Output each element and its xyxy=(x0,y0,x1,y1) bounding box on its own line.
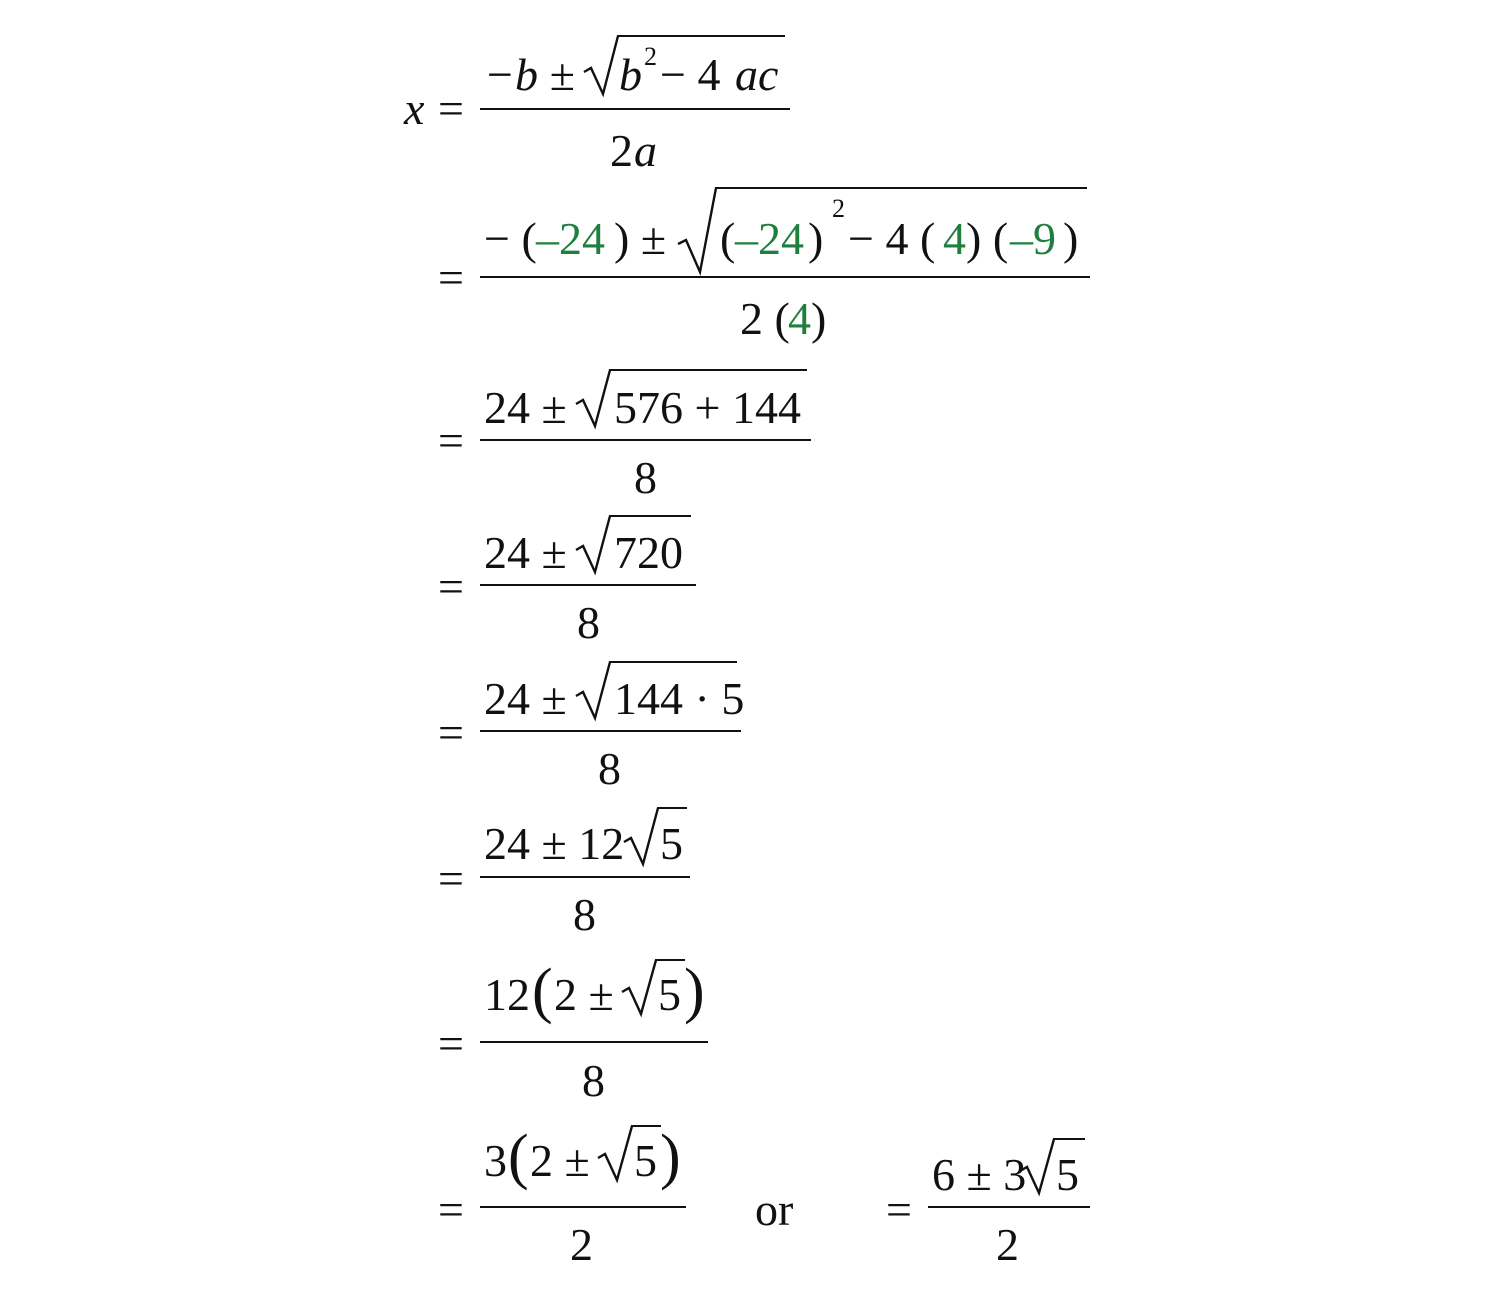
equals-sign: = xyxy=(438,707,464,758)
radical-sign xyxy=(622,806,662,868)
fraction-bar xyxy=(480,1206,686,1208)
equals-sign: = xyxy=(438,415,464,466)
substituted-a: 4 xyxy=(788,293,811,344)
radical-sign xyxy=(574,368,614,430)
denominator-a: a xyxy=(634,125,657,176)
denominator-close: ) xyxy=(811,293,827,344)
denominator: 8 xyxy=(582,1055,605,1106)
radicand-minus-4: − 4 ( xyxy=(848,213,936,264)
numerator-coefficient: 12 xyxy=(484,969,530,1020)
alt-denominator: 2 xyxy=(996,1219,1019,1270)
substituted-b: –24 xyxy=(735,213,804,264)
denominator: 8 xyxy=(598,743,621,794)
inner-prefix: 2 ± xyxy=(530,1135,590,1186)
close-paren: ) xyxy=(684,957,705,1025)
radicand: 720 xyxy=(614,527,683,578)
radical-sign xyxy=(582,34,622,98)
substituted-b: –24 xyxy=(536,213,605,264)
equals-sign: = xyxy=(438,561,464,612)
fraction-bar xyxy=(480,584,696,586)
denominator: 8 xyxy=(634,452,657,503)
alt-numerator-prefix: 6 ± 3 xyxy=(932,1149,1027,1200)
alt-radicand: 5 xyxy=(1056,1149,1079,1200)
numerator-close-pm: ) ± xyxy=(614,213,667,264)
radical-overline xyxy=(657,807,687,809)
denominator: 8 xyxy=(573,889,596,940)
fraction-bar xyxy=(480,276,1090,278)
radicand-minus-4: − 4 xyxy=(660,49,721,100)
equals-sign: = xyxy=(438,1018,464,1069)
substituted-c: –9 xyxy=(1010,213,1056,264)
numerator-coefficient: 3 xyxy=(484,1135,507,1186)
numerator-prefix: 24 ± xyxy=(484,382,567,433)
fraction-bar xyxy=(480,730,741,732)
radical-overline xyxy=(609,661,737,663)
radicand: 5 xyxy=(634,1135,657,1186)
equals-sign: = xyxy=(886,1184,912,1235)
radicand: 5 xyxy=(658,969,681,1020)
equals-sign: = xyxy=(438,1184,464,1235)
numerator-prefix: 24 ± xyxy=(484,527,567,578)
fraction-bar xyxy=(480,108,790,110)
radicand-b: b xyxy=(619,49,642,100)
lhs-variable: x xyxy=(404,83,425,134)
radical-overline xyxy=(609,369,807,371)
numerator-prefix: 24 ± 12 xyxy=(484,818,625,869)
denominator-2: 2 ( xyxy=(740,293,790,344)
exponent: 2 xyxy=(832,194,845,223)
radical-sign xyxy=(574,514,614,576)
radical-sign xyxy=(596,1124,636,1184)
radical-overline xyxy=(1053,1138,1085,1140)
fraction-bar xyxy=(928,1206,1090,1208)
radical-sign xyxy=(676,186,722,276)
equals-sign: = xyxy=(438,252,464,303)
radicand-close: ) xyxy=(808,213,824,264)
radical-sign xyxy=(620,958,660,1018)
open-paren: ( xyxy=(532,957,553,1025)
equals-sign: = xyxy=(438,853,464,904)
radicand-mid-paren: ) ( xyxy=(966,213,1009,264)
radicand: 144 · 5 xyxy=(614,673,745,724)
exponent: 2 xyxy=(644,42,657,71)
denominator: 2 xyxy=(570,1219,593,1270)
radicand-ac: ac xyxy=(735,49,779,100)
fraction-bar xyxy=(480,876,690,878)
numerator-prefix: −b ± xyxy=(484,49,575,100)
radical-overline xyxy=(655,959,685,961)
radical-overline xyxy=(715,187,1087,189)
radicand: 5 xyxy=(660,818,683,869)
radical-overline xyxy=(617,35,785,37)
radical-overline xyxy=(609,515,691,517)
inner-prefix: 2 ± xyxy=(554,969,614,1020)
radicand-open: ( xyxy=(720,213,736,264)
fraction-bar xyxy=(480,1041,708,1043)
numerator-prefix: 24 ± xyxy=(484,673,567,724)
substituted-a: 4 xyxy=(943,213,966,264)
radicand-final-close: ) xyxy=(1063,213,1079,264)
radical-sign xyxy=(1018,1137,1058,1197)
fraction-bar xyxy=(480,439,811,441)
radical-overline xyxy=(631,1125,661,1127)
numerator-minus-paren: − ( xyxy=(484,213,537,264)
close-paren: ) xyxy=(660,1123,681,1191)
denominator: 8 xyxy=(577,597,600,648)
radicand: 576 + 144 xyxy=(614,382,801,433)
equals-sign: = xyxy=(438,83,464,134)
or-connector: or xyxy=(755,1184,794,1235)
radical-sign xyxy=(574,660,614,722)
denominator-2: 2 xyxy=(610,125,633,176)
open-paren: ( xyxy=(508,1123,529,1191)
